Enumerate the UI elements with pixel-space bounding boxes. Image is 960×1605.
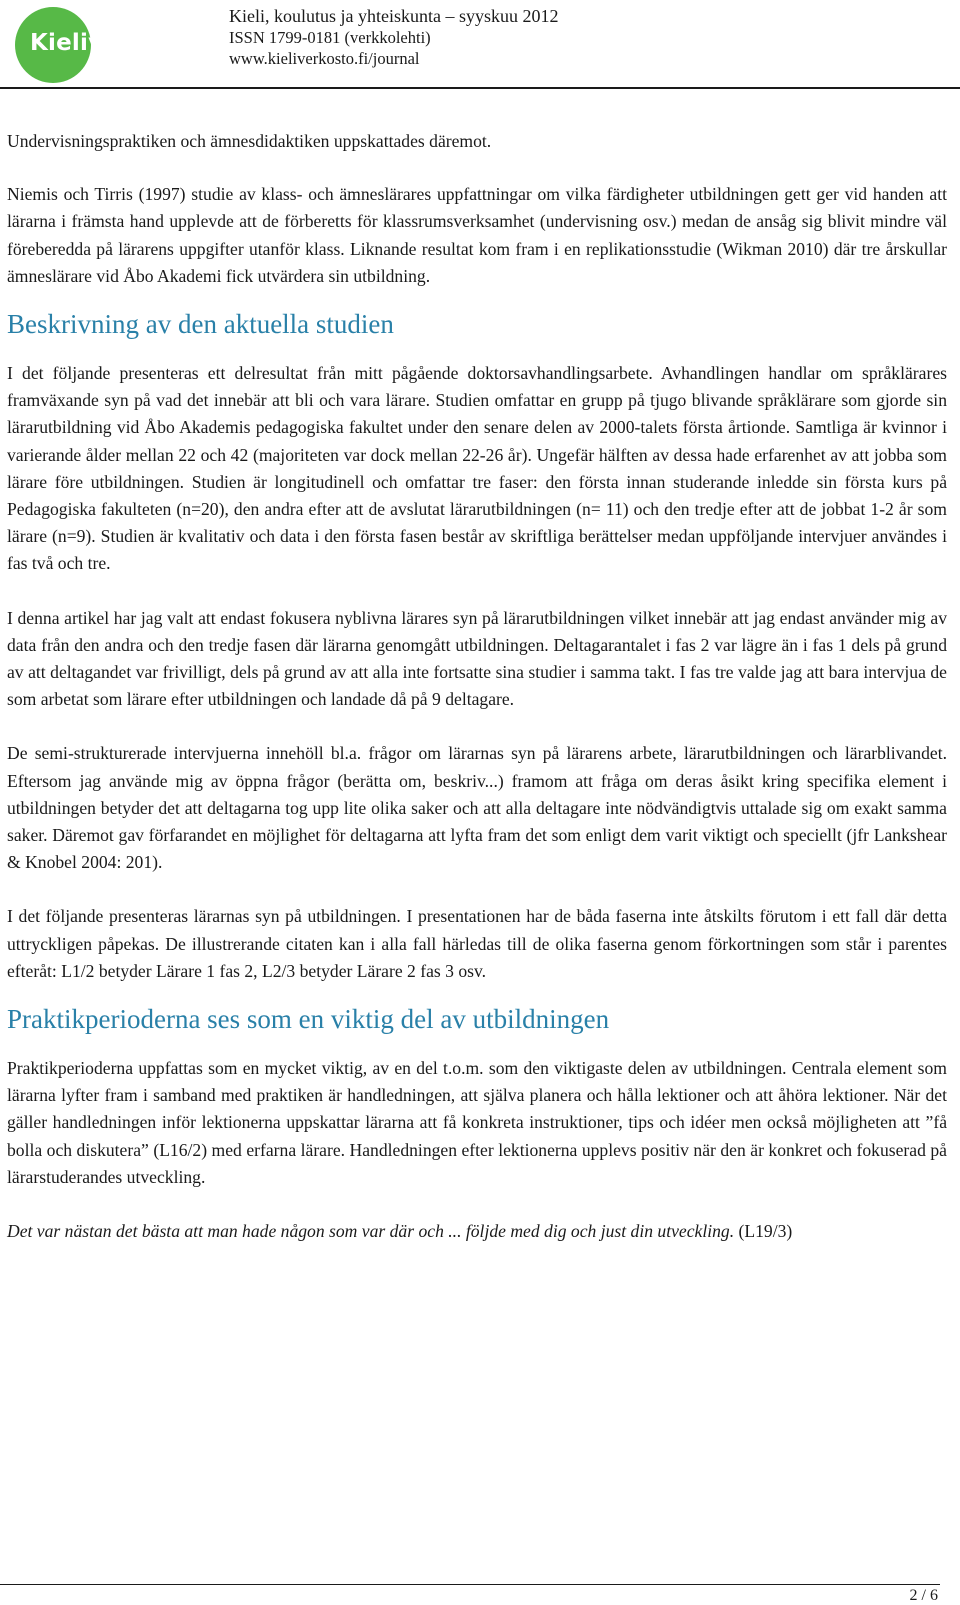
header-divider — [0, 87, 960, 89]
quote-reference: (L19/3) — [738, 1221, 793, 1242]
article-body — [7, 128, 947, 1245]
section-heading: Praktikperioderna ses som en viktig del av utbildningen — [7, 1004, 610, 1035]
section-heading: Beskrivning av den aktuella studien — [7, 309, 394, 340]
paragraph: Undervisningspraktiken och ämnesdidaktiken uppskattades däremot. — [7, 131, 492, 151]
journal-info — [229, 6, 558, 69]
journal-issn: ISSN 1799-0181 (verkkolehti) — [229, 28, 431, 47]
quote-paragraph — [7, 1218, 947, 1245]
paragraph: I det följande presenteras ett delresultat från mitt pågående doktorsavhandlingsarbete. Avhandlingen handlar om språklärares framväxande syn på vad det innebär att bli och vara lärare. Studien omfattar en grupp på tjugo blivande språklärare som gjorde sin lärarutbildning vid Åbo Akademis pedagogiska fakultet under den senare delen av 2000-talets första årtionde. Samtliga är kvinnor i varierande ålder mellan 22 och 42 (majoriteten var dock mellan 22-26 år). Ungefär hälften av dessa hade erfarenhet av att jobba som lärare före utbildningen. Studien är longitudinell och omfattar tre faser: den första innan studerande inledde sin första kurs på Pedagogiska fakulteten (n=20), den andra efter att de avslutat lärarutbildningen (n= 11) och den tredje efter att de jobbat 1-2 år som lärare (n=9). Studien är kvalitativ och data i den första fasen består av skriftliga berättelser medan uppföljande intervjuer användes i fas två och tre. — [7, 363, 947, 574]
journal-url[interactable]: www.kieliverkosto.fi/journal — [229, 49, 420, 68]
logo-text: Kieliverkosto — [30, 30, 203, 56]
paragraph: Praktikperioderna uppfattas som en mycket viktig, av en del t.o.m. som den viktigaste delen av utbildningen. Centrala element som lärarna lyfter fram i samband med praktiken är handledningen, att själva planera och hålla lektioner och att åhöra lektioner. När det gäller handledningen inför lektionerna uppskattar lärarna att få konkreta instruktioner, tips och idéer men också möjligheten att ”få bolla och diskutera” (L16/2) med erfarna lärare. Handledningen efter lektionerna upplevs positiv när den är konkret och fokuserad på lärarstuderandes utveckling. — [7, 1058, 947, 1187]
page-number: 2 / 6 — [909, 1587, 938, 1604]
paragraph: I denna artikel har jag valt att endast fokusera nyblivna lärares syn på lärarutbildningen vilket innebär att jag endast använder mig av data från den andra och den tredje fasen där lärarna genomgått utbildningen. Deltagarantalet i fas 2 var lägre än i fas 1 dels på grund av att deltagandet var frivilligt, dels på grund av att alla inte fortsatte sina studier i samma takt. I fas tre valde jag att bara intervjua de som arbetat som lärare efter utbildningen och landade då på 9 deltagare. — [7, 607, 947, 710]
paragraph: Niemis och Tirris (1997) studie av klass- och ämneslärares uppfattningar om vilka färdigheter utbildningen gett ger vid handen att lärarna i främsta hand upplevde att de förberetts för klassrumsverksamhet (undervisning osv.) medan de ansåg sig blivit mindre väl föreberedda på lärarens uppgifter utanför klass. Liknande resultat kom fram i en replikationsstudie (Wikman 2010) där tre årskullar ämneslärare vid Åbo Akademi fick utvärdera sin utbildning. — [7, 184, 947, 286]
footer-divider — [0, 1584, 940, 1585]
journal-title: Kieli, koulutus ja yhteiskunta – syyskuu 2012 — [229, 6, 559, 26]
page-header — [0, 0, 960, 90]
quote-text: Det var nästan det bästa att man hade någon som var där och ... följde med dig och just din utveckling. — [7, 1221, 735, 1242]
paragraph: De semi-strukturerade intervjuerna innehöll bl.a. frågor om lärarnas syn på lärarens arbete, lärarutbildningen och lärarblivandet. Eftersom jag använde mig av öppna frågor (berätta om, beskriv...) framom att fråga om deras åsikt kring specifika element i utbildningen betyder det att deltagarna tog upp lite olika saker och att alla deltagare inte nödvändigtvis uttalade sig om exakt samma saker. Däremot gav förfarandet en möjlighet för deltagarna att lyfta fram det som enligt dem varit viktigt och speciellt (jfr Lankshear & Knobel 2004: 201). — [7, 743, 947, 873]
paragraph: I det följande presenteras lärarnas syn på utbildningen. I presentationen har de båda faserna inte åtskilts förutom i ett fall där detta uttryckligen påpekas. De illustrerande citaten kan i alla fall härledas till de olika faserna genom förkortningen som står i parentes efteråt: L1/2 betyder Lärare 1 fas 2, L2/3 betyder Lärare 2 fas 3 osv. — [7, 906, 947, 981]
